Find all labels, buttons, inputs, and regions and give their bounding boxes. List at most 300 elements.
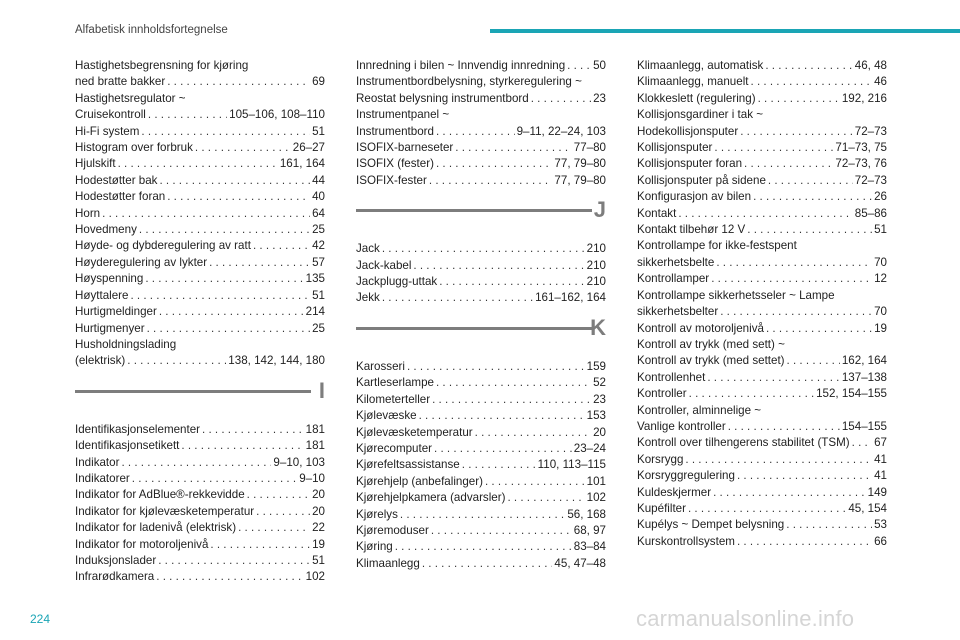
dot-leader <box>751 74 873 90</box>
index-entry-page-ref[interactable]: 72–73 <box>854 124 887 138</box>
index-entry <box>356 58 606 74</box>
index-entry <box>637 501 887 517</box>
dot-leader <box>209 255 310 271</box>
index-entry-label: Kontrollamper <box>637 272 710 286</box>
index-entry <box>75 288 325 304</box>
index-entry-page-ref[interactable]: 25 <box>312 223 325 237</box>
dot-leader <box>713 485 866 501</box>
index-entry-label: Høyderegulering av lykter <box>75 255 208 269</box>
dot-leader <box>413 258 584 274</box>
dot-leader <box>728 419 840 435</box>
index-entry <box>356 523 606 539</box>
index-entry <box>637 140 887 156</box>
dot-leader <box>181 438 303 454</box>
index-entry-label: ned bratte bakker <box>75 75 166 89</box>
index-entry <box>75 255 325 271</box>
index-column-3 <box>637 58 887 550</box>
index-entry-page-ref[interactable]: 159 <box>586 359 606 373</box>
dot-leader <box>716 255 872 271</box>
index-entry-page-ref[interactable]: 51 <box>312 124 325 138</box>
index-entry <box>75 537 325 553</box>
dot-leader <box>127 353 226 369</box>
index-entry <box>75 91 325 107</box>
index-entry-label: Kontroller <box>637 387 687 401</box>
dot-leader <box>132 471 297 487</box>
dot-leader <box>688 501 846 517</box>
index-entry <box>637 353 887 369</box>
index-entry-label: Kupéfilter <box>637 501 686 515</box>
index-entry-page-ref[interactable]: 23–24 <box>573 441 606 455</box>
index-entry-page-ref[interactable]: 137–138 <box>841 370 887 384</box>
index-entry <box>637 173 887 189</box>
section-rule <box>356 209 592 212</box>
page-number: 224 <box>30 612 51 626</box>
index-entry <box>356 124 606 140</box>
index-entry-label: Hodestøtter bak <box>75 173 158 187</box>
index-entry <box>356 375 606 391</box>
index-entry-page-ref[interactable]: 67 <box>874 436 887 450</box>
index-entry-label: Kurskontrollsystem <box>637 534 735 548</box>
dot-leader <box>210 537 310 553</box>
index-entry-page-ref[interactable]: 40 <box>312 190 325 204</box>
index-entry-page-ref[interactable]: 20 <box>312 488 325 502</box>
index-entry-label: Reostat belysning instrumentbord <box>356 91 529 105</box>
section-rule <box>75 390 311 393</box>
index-entry <box>356 441 606 457</box>
index-entry-page-ref[interactable]: 41 <box>874 469 887 483</box>
index-entry-label: Karosseri <box>356 359 405 373</box>
dot-leader <box>429 173 553 189</box>
index-entry-page-ref[interactable]: 72–73 <box>854 173 887 187</box>
index-entry-page-ref[interactable]: 25 <box>312 321 325 335</box>
index-entry-page-ref[interactable]: 77, 79–80 <box>554 157 606 171</box>
index-entry-page-ref[interactable]: 69 <box>312 75 325 89</box>
index-entry-page-ref[interactable]: 72–73, 76 <box>835 157 887 171</box>
index-entry <box>356 156 606 172</box>
dot-leader <box>737 468 872 484</box>
dot-leader <box>531 91 591 107</box>
index-entry-page-ref[interactable]: 12 <box>874 272 887 286</box>
dot-leader <box>434 441 572 457</box>
index-entry-page-ref[interactable]: 53 <box>874 518 887 532</box>
section-header <box>356 189 606 241</box>
index-entry <box>356 507 606 523</box>
dot-leader <box>507 490 584 506</box>
dot-leader <box>707 370 840 386</box>
index-entry-label: Korsrygg <box>637 452 684 466</box>
dot-leader <box>159 173 310 189</box>
index-entry-label: Hi-Fi system <box>75 124 140 138</box>
dot-leader <box>753 189 872 205</box>
index-entry-page-ref[interactable]: 50 <box>593 59 606 72</box>
index-entry-page-ref[interactable]: 56, 168 <box>567 507 606 521</box>
index-entry-page-ref[interactable]: 20 <box>312 504 325 518</box>
index-entry-label: Høyde- og dybderegulering av ratt <box>75 239 251 253</box>
dot-leader <box>768 173 853 189</box>
index-entry-label: Kollisjonsputer foran <box>637 157 743 171</box>
index-entry-label: Kupélys ~ Dempet belysning <box>637 518 785 532</box>
dot-leader <box>102 206 310 222</box>
index-entry-label: Hurtigmeldinger <box>75 305 157 319</box>
index-entry-page-ref[interactable]: 44 <box>312 173 325 187</box>
index-entry <box>75 140 325 156</box>
index-entry-label: Indikator <box>75 455 120 469</box>
index-entry-label: Kontroll over tilhengerens stabilitet (TSM) <box>637 436 850 450</box>
index-entry <box>637 238 887 254</box>
index-entry <box>75 353 325 369</box>
index-entry-page-ref[interactable]: 85–86 <box>854 206 887 220</box>
index-entry-page-ref[interactable]: 214 <box>305 305 325 319</box>
index-entry-label: Kollisjonsputer <box>637 141 713 155</box>
index-entry-label: Cruisekontroll <box>75 108 146 122</box>
index-entry <box>356 539 606 555</box>
index-entry-label: Instrumentbordbelysning, styrkeregulering ~ <box>356 75 582 89</box>
dot-leader <box>419 408 585 424</box>
index-entry-label: Identifikasjonsetikett <box>75 439 180 453</box>
dot-leader <box>689 386 814 402</box>
index-entry <box>75 504 325 520</box>
index-entry-page-ref[interactable]: 152, 154–155 <box>816 387 887 401</box>
index-entry <box>356 74 606 90</box>
dot-leader <box>462 457 536 473</box>
index-entry <box>637 386 887 402</box>
index-entry-page-ref[interactable]: 210 <box>586 258 606 272</box>
index-entry <box>75 222 325 238</box>
index-entry-label: Kontrollenhet <box>637 370 706 384</box>
index-column-1 <box>75 58 325 586</box>
index-entry-label: ISOFIX-fester <box>356 173 427 187</box>
dot-leader <box>400 507 565 523</box>
dot-leader <box>382 241 585 257</box>
index-entry <box>637 435 887 451</box>
dot-leader <box>118 156 278 172</box>
index-entry <box>637 419 887 435</box>
index-entry-label: Hodekollisjonsputer <box>637 124 739 138</box>
dot-leader <box>475 425 591 441</box>
index-entry <box>75 238 325 254</box>
index-entry-label: Infrarødkamera <box>75 570 155 584</box>
index-entry <box>356 241 606 257</box>
index-entry <box>637 304 887 320</box>
index-entry-page-ref[interactable]: 52 <box>593 376 606 390</box>
index-entry-page-ref[interactable]: 161–162, 164 <box>535 291 606 305</box>
index-entry-page-ref[interactable]: 64 <box>312 206 325 220</box>
index-entry-page-ref[interactable]: 46 <box>874 75 887 89</box>
dot-leader <box>432 392 591 408</box>
index-entry-label: Klimaanlegg, automatisk <box>637 59 764 72</box>
dot-leader <box>714 140 833 156</box>
index-entry <box>356 490 606 506</box>
index-entry-page-ref[interactable]: 210 <box>586 275 606 289</box>
index-entry-page-ref[interactable]: 57 <box>312 255 325 269</box>
index-entry <box>75 189 325 205</box>
index-entry-page-ref[interactable]: 71–73, 75 <box>835 141 887 155</box>
index-entry-page-ref[interactable]: 9–10 <box>299 471 325 485</box>
index-entry <box>356 425 606 441</box>
index-entry-label: Hastighetsbegrensning for kjøring <box>75 59 249 72</box>
index-entry-label: Kjørelys <box>356 507 398 521</box>
index-entry-label: Vanlige kontroller <box>637 419 726 433</box>
dot-leader <box>148 107 227 123</box>
index-entry-label: Hodestøtter foran <box>75 190 166 204</box>
index-entry <box>637 124 887 140</box>
dot-leader <box>758 91 840 107</box>
index-entry-page-ref[interactable]: 83–84 <box>573 540 606 554</box>
index-entry <box>75 520 325 536</box>
index-entry-page-ref[interactable]: 45, 154 <box>848 501 887 515</box>
index-entry-page-ref[interactable]: 46, 48 <box>854 59 887 72</box>
dot-leader <box>139 222 310 238</box>
index-entry-label: Kjørehjelpkamera (advarsler) <box>356 491 506 505</box>
index-entry <box>356 173 606 189</box>
index-entry-page-ref[interactable]: 51 <box>312 553 325 567</box>
index-entry-label: Jekk <box>356 291 380 305</box>
dot-leader <box>141 124 310 140</box>
index-entry-page-ref[interactable]: 66 <box>874 534 887 548</box>
index-entry-page-ref[interactable]: 149 <box>867 485 887 499</box>
index-entry-label: Kilometerteller <box>356 392 431 406</box>
index-entry <box>637 288 887 304</box>
index-entry-label: Kjørecomputer <box>356 441 433 455</box>
section-letter: K <box>590 314 606 340</box>
index-entry-page-ref[interactable]: 22 <box>312 521 325 535</box>
dot-leader <box>685 452 872 468</box>
index-entry-label: Konfigurasjon av bilen <box>637 190 752 204</box>
index-entry-page-ref[interactable]: 70 <box>874 305 887 319</box>
index-entry-page-ref[interactable]: 154–155 <box>841 419 887 433</box>
index-entry-page-ref[interactable]: 192, 216 <box>841 91 887 105</box>
index-entry <box>637 534 887 550</box>
dot-leader <box>202 422 304 438</box>
index-entry <box>75 422 325 438</box>
index-entry <box>356 474 606 490</box>
dot-leader <box>422 556 553 572</box>
index-column-2 <box>356 58 606 572</box>
header-accent-bar <box>490 29 960 33</box>
index-entry-page-ref[interactable]: 77, 79–80 <box>554 173 606 187</box>
index-entry-label: (elektrisk) <box>75 354 126 368</box>
index-entry <box>75 206 325 222</box>
index-entry-label: Indikatorer <box>75 471 130 485</box>
index-entry <box>637 206 887 222</box>
index-entry-page-ref[interactable]: 68, 97 <box>573 523 606 537</box>
index-entry <box>356 556 606 572</box>
index-entry <box>356 274 606 290</box>
dot-leader <box>766 321 872 337</box>
index-entry <box>637 452 887 468</box>
index-entry <box>637 468 887 484</box>
index-entry-label: Kontrollampe for ikke-festspent <box>637 239 797 253</box>
dot-leader <box>238 520 310 536</box>
index-entry-page-ref[interactable]: 181 <box>305 439 325 453</box>
index-entry-page-ref[interactable]: 101 <box>586 474 606 488</box>
index-entry-label: Kontroll av trykk (med sett) ~ <box>637 337 785 351</box>
dot-leader <box>431 523 572 539</box>
dot-leader <box>485 474 585 490</box>
dot-leader <box>678 206 852 222</box>
index-entry <box>637 321 887 337</box>
dot-leader <box>744 156 833 172</box>
index-entry-page-ref[interactable]: 23 <box>593 392 606 406</box>
index-entry <box>637 91 887 107</box>
dot-leader <box>436 124 515 140</box>
index-entry <box>637 403 887 419</box>
index-entry-label: Kjølevæske <box>356 409 417 423</box>
dot-leader <box>787 353 840 369</box>
index-entry <box>637 156 887 172</box>
section-letter: I <box>318 377 325 403</box>
dot-leader <box>130 288 310 304</box>
index-entry-page-ref[interactable]: 42 <box>312 239 325 253</box>
index-entry <box>356 457 606 473</box>
index-entry-label: Kartleserlampe <box>356 376 434 390</box>
dot-leader <box>382 290 533 306</box>
dot-leader <box>156 569 303 585</box>
index-entry-label: Indikator for motoroljenivå <box>75 537 209 551</box>
index-entry <box>637 189 887 205</box>
index-entry-label: Kontroller, alminnelige ~ <box>637 403 762 417</box>
index-entry <box>75 471 325 487</box>
index-entry-label: Hjulskift <box>75 157 116 171</box>
index-entry-page-ref[interactable]: 110, 113–115 <box>537 458 606 472</box>
index-entry-label: Høyspenning <box>75 272 144 286</box>
section-letter: J <box>593 197 606 223</box>
index-entry-page-ref[interactable]: 105–106, 108–110 <box>229 108 325 122</box>
index-entry-label: Hovedmeny <box>75 223 137 237</box>
index-entry-label: Hurtigmenyer <box>75 321 145 335</box>
index-entry-label: Kontroll av motoroljenivå <box>637 321 764 335</box>
index-entry-page-ref[interactable]: 9–11, 22–24, 103 <box>516 124 606 138</box>
index-entry-label: Kjølevæsketemperatur <box>356 425 473 439</box>
index-entry-page-ref[interactable]: 162, 164 <box>841 354 887 368</box>
index-entry-label: Indikator for AdBlue®-rekkevidde <box>75 488 245 502</box>
index-entry-page-ref[interactable]: 19 <box>874 321 887 335</box>
index-entry-label: Klimaanlegg, manuelt <box>637 75 749 89</box>
index-entry <box>637 517 887 533</box>
dot-leader <box>158 553 310 569</box>
index-entry-page-ref[interactable]: 26 <box>874 190 887 204</box>
index-entry <box>75 321 325 337</box>
index-entry <box>356 140 606 156</box>
index-entry <box>75 438 325 454</box>
index-entry-label: Indikator for ladenivå (elektrisk) <box>75 521 237 535</box>
index-entry <box>356 359 606 375</box>
index-entry-label: ISOFIX-barneseter <box>356 141 454 155</box>
dot-leader <box>720 304 872 320</box>
index-entry <box>637 222 887 238</box>
dot-leader <box>740 124 853 140</box>
index-entry <box>75 58 325 74</box>
index-entry <box>356 392 606 408</box>
index-entry <box>75 173 325 189</box>
dot-leader <box>147 321 311 337</box>
index-entry-label: sikkerhetsbelte <box>637 255 715 269</box>
index-entry-label: Jack <box>356 242 380 256</box>
index-entry-label: Kollisjonsgardiner i tak ~ <box>637 108 763 122</box>
dot-leader <box>256 504 310 520</box>
index-entry <box>75 569 325 585</box>
dot-leader <box>786 517 872 533</box>
dot-leader <box>121 455 271 471</box>
index-entry-label: Jack-kabel <box>356 258 412 272</box>
index-entry-label: Indikator for kjølevæsketemperatur <box>75 504 255 518</box>
index-entry-label: Instrumentpanel ~ <box>356 108 450 122</box>
index-entry-label: Husholdningslading <box>75 337 177 351</box>
index-entry <box>75 124 325 140</box>
index-entry-page-ref[interactable]: 102 <box>586 491 606 505</box>
index-entry <box>75 271 325 287</box>
index-entry <box>356 290 606 306</box>
index-entry-page-ref[interactable]: 70 <box>874 255 887 269</box>
dot-leader <box>247 487 310 503</box>
index-entry-page-ref[interactable]: 181 <box>305 422 325 436</box>
index-entry-page-ref[interactable]: 51 <box>312 288 325 302</box>
dot-leader <box>407 359 585 375</box>
index-entry <box>637 485 887 501</box>
index-entry-label: Kjøring <box>356 540 393 554</box>
index-entry <box>637 370 887 386</box>
index-entry-page-ref[interactable]: 102 <box>305 570 325 584</box>
section-rule <box>356 327 592 330</box>
index-entry <box>356 107 606 123</box>
index-entry-label: Kontrollampe sikkerhetsseler ~ Lampe <box>637 288 835 302</box>
index-entry-label: ISOFIX (fester) <box>356 157 434 171</box>
index-entry-page-ref[interactable]: 23 <box>593 91 606 105</box>
index-entry-page-ref[interactable]: 19 <box>312 537 325 551</box>
index-entry-label: Kjøremoduser <box>356 523 429 537</box>
index-entry-label: Kuldeskjermer <box>637 485 712 499</box>
dot-leader <box>765 58 852 74</box>
index-entry <box>637 74 887 90</box>
dot-leader <box>455 140 571 156</box>
watermark: carmanualsonline.info <box>636 606 855 631</box>
index-entry <box>75 487 325 503</box>
dot-leader <box>567 58 591 74</box>
index-entry-page-ref[interactable]: 161, 164 <box>279 157 325 171</box>
dot-leader <box>436 375 591 391</box>
index-entry-label: Induksjonslader <box>75 553 157 567</box>
index-entry-page-ref[interactable]: 135 <box>305 272 325 286</box>
index-entry-page-ref[interactable]: 9–10, 103 <box>273 455 325 469</box>
index-entry-page-ref[interactable]: 20 <box>593 425 606 439</box>
index-entry-page-ref[interactable]: 41 <box>874 452 887 466</box>
index-entry-label: Kontakt tilbehør 12 V <box>637 223 746 237</box>
dot-leader <box>167 189 310 205</box>
index-entry <box>75 74 325 90</box>
index-entry-page-ref[interactable]: 138, 142, 144, 180 <box>228 354 325 368</box>
index-entry <box>75 553 325 569</box>
index-entry <box>75 455 325 471</box>
index-entry-page-ref[interactable]: 77–80 <box>573 141 606 155</box>
index-entry-label: Instrumentbord <box>356 124 434 138</box>
index-entry-page-ref[interactable]: 210 <box>586 242 606 256</box>
index-entry-page-ref[interactable]: 153 <box>586 409 606 423</box>
index-entry-label: Histogram over forbruk <box>75 141 193 155</box>
index-entry-page-ref[interactable]: 51 <box>874 223 887 237</box>
section-header <box>356 307 606 359</box>
dot-leader <box>436 156 552 172</box>
dot-leader <box>145 271 303 287</box>
index-entry-label: sikkerhetsbelter <box>637 305 719 319</box>
dot-leader <box>195 140 291 156</box>
index-entry-label: Kontroll av trykk (med settet) <box>637 354 785 368</box>
index-entry <box>637 337 887 353</box>
dot-leader <box>747 222 872 238</box>
index-entry-page-ref[interactable]: 45, 47–48 <box>554 556 606 570</box>
dot-leader <box>852 435 872 451</box>
index-entry-page-ref[interactable]: 26–27 <box>292 141 325 155</box>
index-entry-label: Kontakt <box>637 206 677 220</box>
